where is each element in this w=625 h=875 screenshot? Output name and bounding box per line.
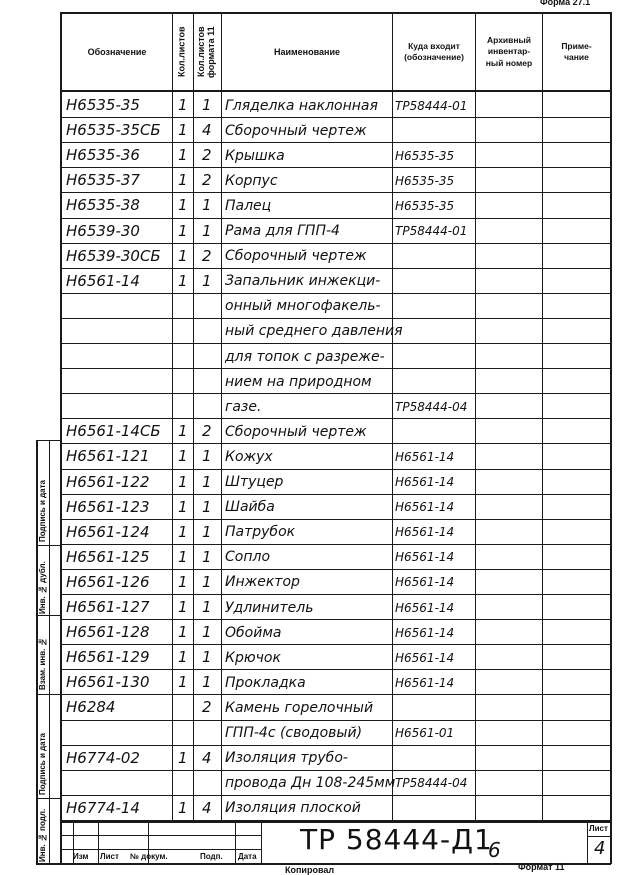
row-name: ГПП-4с (сводовый) [225,725,363,742]
stamp-sheet-h [587,836,611,837]
row-name: Удлинитель [225,599,314,616]
row-sheets-format: 1 [202,547,212,566]
header-where-used: Куда входит (обозначение) [404,40,464,62]
row-designation: Н6561-125 [66,547,150,566]
row-divider [61,243,611,244]
header-sheets-format: Кол.листов формата 11 [196,26,216,78]
row-name: Корпус [225,172,278,189]
row-divider [61,192,611,193]
col-line-3 [221,12,222,822]
row-divider [61,117,611,118]
row-sheets-count: 1 [178,623,188,642]
row-sheets-count: 1 [178,798,188,817]
row-divider [61,443,611,444]
row-divider [61,720,611,721]
row-divider [61,343,611,344]
sheet-label: Лист [589,824,608,833]
side-label-sign-date-1: Подпись и дата [38,733,47,795]
stamp-col-change: Изм [73,852,89,861]
row-divider [61,494,611,495]
header-sheets-count: Кол.листов [176,26,187,78]
row-sheets-count: 1 [178,121,188,140]
row-sheets-count: 1 [178,472,188,491]
row-sheets-count: 1 [178,271,188,290]
row-divider [61,368,611,369]
row-name: Рама для ГПП-4 [225,223,340,240]
row-divider [61,393,611,394]
row-where-used: Н6561-14 [395,625,455,640]
col-line-1 [172,12,173,822]
row-sheets-format: 1 [202,648,212,667]
frame-left [60,12,62,864]
footer-format: Формат 11 [518,862,565,872]
row-name: Сборочный чертеж [225,423,367,440]
row-name: Сборочный чертеж [225,248,367,265]
row-designation: Н6561-14 [66,271,140,290]
row-name: Крышка [225,147,285,164]
row-name: Инжектор [225,574,300,591]
row-sheets-format: 1 [202,221,212,240]
row-sheets-count: 1 [178,96,188,115]
row-sheets-format: 1 [202,598,212,617]
row-name: Патрубок [225,524,296,541]
row-sheets-format: 1 [202,196,212,215]
row-divider [61,218,611,219]
row-sheets-format: 1 [202,497,212,516]
row-divider [61,167,611,168]
stamp-col-date: Дата [238,852,257,861]
row-name: нием на природном [225,373,372,390]
row-sheets-format: 1 [202,447,212,466]
row-where-used: Н6561-14 [395,675,455,690]
header-archive-no: Архивный инвентар- ный номер [485,34,533,68]
row-sheets-format: 1 [202,271,212,290]
row-sheets-count: 1 [178,497,188,516]
row-name: онный многофакель- [225,298,381,315]
row-divider [61,770,611,771]
row-divider [61,293,611,294]
row-sheets-count: 1 [178,673,188,692]
row-divider [61,318,611,319]
row-designation: Н6561-128 [66,623,150,642]
stamp-row-2 [61,849,261,850]
stamp-v-2 [98,821,99,864]
row-sheets-format: 1 [202,572,212,591]
row-name: Палец [225,197,272,214]
row-sheets-format: 2 [202,146,212,165]
row-name: для топок с разреже- [225,348,385,365]
row-sheets-format: 4 [202,798,212,817]
row-sheets-count: 1 [178,422,188,441]
row-name: Гляделка наклонная [225,97,378,114]
row-designation: Н6774-02 [66,748,140,767]
stamp-v-5 [261,821,262,864]
row-designation: Н6561-124 [66,522,150,541]
header-name: Наименование [273,46,341,57]
row-designation: Н6539-30 [66,221,140,240]
row-designation: Н6535-36 [66,146,140,165]
row-sheets-format: 1 [202,673,212,692]
row-where-used: Н6535-35 [395,173,455,188]
row-sheets-count: 1 [178,196,188,215]
row-designation: Н6561-123 [66,497,150,516]
header-divider [61,90,611,92]
row-divider [61,795,611,796]
row-designation: Н6561-126 [66,572,150,591]
row-name: газе. [225,398,262,415]
col-line-2 [193,12,194,822]
row-sheets-count: 1 [178,522,188,541]
row-where-used: Н6561-14 [395,650,455,665]
footer-copied: Копировал [285,865,335,875]
row-designation: Н6561-121 [66,447,150,466]
row-divider [61,142,611,143]
row-where-used: Н6535-35 [395,198,455,213]
row-name: Прокладка [225,674,306,691]
col-line-6 [542,12,543,822]
row-name: Запальник инжекци- [225,273,381,290]
row-where-used: Н6561-14 [395,449,455,464]
row-name: Шайба [225,499,275,516]
row-divider [61,594,611,595]
row-sheets-format: 2 [202,246,212,265]
stamp-v-4 [235,821,236,864]
row-sheets-count: 1 [178,221,188,240]
row-where-used: Н6561-14 [395,500,455,515]
row-name: Крючок [225,649,281,666]
row-sheets-count: 1 [178,447,188,466]
side-strip-inner [49,440,50,865]
row-designation: Н6561-129 [66,648,150,667]
row-divider [61,619,611,620]
row-designation: Н6561-130 [66,673,150,692]
row-designation: Н6561-122 [66,472,150,491]
stamp-sheet-v [587,821,588,864]
row-divider [61,519,611,520]
row-designation: Н6535-35 [66,96,140,115]
row-divider [61,745,611,746]
row-name: Камень горелочный [225,699,374,716]
row-sheets-count: 1 [178,171,188,190]
row-divider [61,469,611,470]
row-where-used: Н6561-14 [395,550,455,565]
row-where-used: ТР58444-04 [395,776,468,791]
document-code: ТР 58444-Д1 [300,823,493,856]
row-designation: Н6561-127 [66,598,150,617]
row-where-used: Н6535-35 [395,148,455,163]
row-where-used: ТР58444-01 [395,224,468,239]
row-sheets-count: 1 [178,146,188,165]
row-divider [61,544,611,545]
row-sheets-count: 1 [178,598,188,617]
row-where-used: ТР58444-01 [395,98,468,113]
row-divider [61,669,611,670]
row-sheets-count: 1 [178,547,188,566]
row-name: Изоляция трубо- [225,750,348,767]
row-sheets-format: 2 [202,171,212,190]
row-designation: Н6561-14СБ [66,422,161,441]
form-number-label: Форма 27.1 [540,0,591,7]
row-divider [61,569,611,570]
row-where-used: Н6561-14 [395,525,455,540]
header-designation: Обозначение [87,46,147,57]
side-label-sign-date-2: Подпись и дата [38,480,47,542]
side-label-replace-inv: Взам. инв. № [38,637,47,690]
row-where-used: Н6561-14 [395,600,455,615]
row-designation: Н6539-30СБ [66,246,161,265]
row-sheets-format: 2 [202,422,212,441]
side-label-inv-orig: Инв. № подл. [38,808,47,862]
row-sheets-format: 1 [202,522,212,541]
row-where-used: Н6561-01 [395,726,455,741]
row-name: Сборочный чертеж [225,122,367,139]
row-sheets-format: 4 [202,748,212,767]
row-where-used: Н6561-14 [395,575,455,590]
stamp-col-sheet: Лист [100,852,119,861]
row-divider [61,418,611,419]
row-name: ный среднего давления [225,323,403,340]
row-designation: Н6284 [66,698,116,717]
row-name: Кожух [225,448,273,465]
row-sheets-count: 1 [178,748,188,767]
row-sheets-format: 1 [202,472,212,491]
col-line-4 [392,12,393,822]
stamp-col-signature: Подп. [200,852,223,861]
col-line-5 [475,12,476,822]
row-sheets-format: 1 [202,623,212,642]
row-designation: Н6774-14 [66,798,140,817]
side-label-inv-dup: Инв. № дубл. [38,561,47,614]
row-where-used: Н6561-14 [395,475,455,490]
frame-right [610,12,612,864]
row-divider [61,644,611,645]
row-name: Изоляция плоской [225,800,361,817]
stamp-row-1 [61,835,261,836]
row-sheets-format: 4 [202,121,212,140]
header-note: Приме- чание [561,40,592,62]
sheet-number: 4 [594,838,606,859]
row-divider [61,268,611,269]
stamp-col-doc-no: № докум. [130,852,168,861]
row-designation: Н6535-35СБ [66,121,161,140]
row-sheets-format: 2 [202,698,212,717]
row-sheets-count: 1 [178,572,188,591]
row-name: провода Дн 108-245мм [225,775,396,792]
row-designation: Н6535-38 [66,196,140,215]
row-name: Штуцер [225,474,284,491]
row-sheets-count: 1 [178,648,188,667]
handwritten-mark: 6 [488,838,501,862]
row-designation: Н6535-37 [66,171,140,190]
row-where-used: ТР58444-04 [395,399,468,414]
row-sheets-count: 1 [178,246,188,265]
row-sheets-format: 1 [202,96,212,115]
row-name: Сопло [225,549,271,566]
row-divider [61,694,611,695]
row-name: Обойма [225,624,282,641]
